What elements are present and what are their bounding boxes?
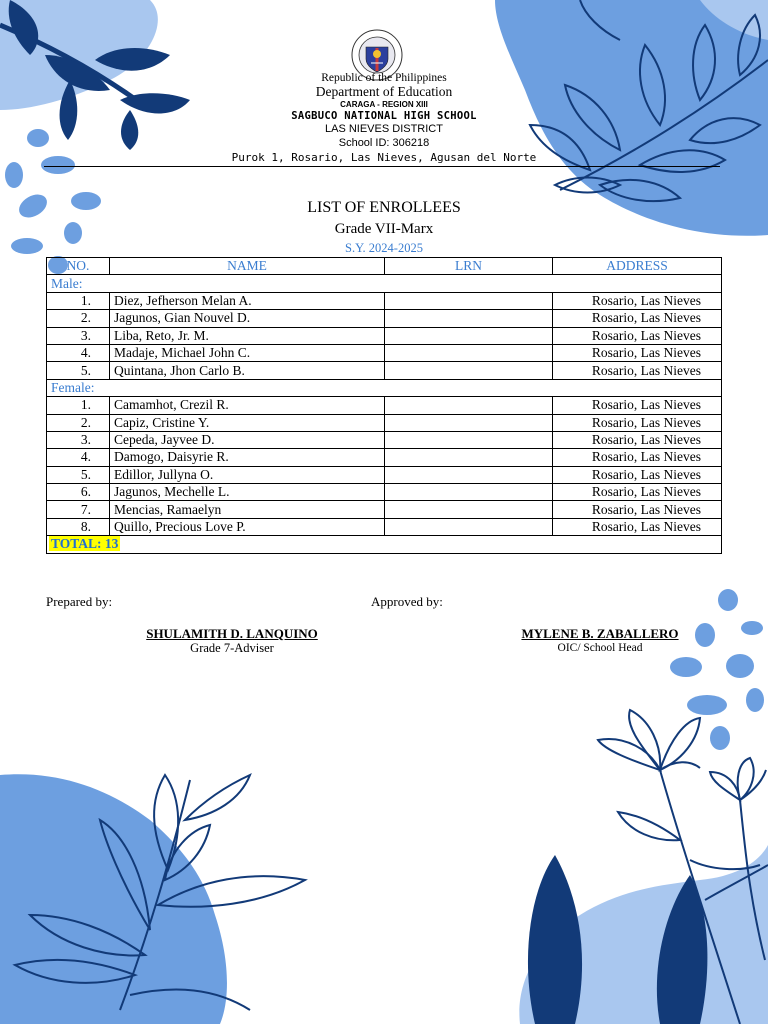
student-lrn [385,501,553,518]
table-row [47,344,722,361]
row-number: 3. [47,327,110,344]
student-lrn [385,518,553,535]
row-number: 1. [47,292,110,309]
bottom-left-leaf-decoration [0,774,305,1024]
student-address: Rosario, Las Nieves [553,310,722,327]
table-row [47,466,722,483]
student-lrn [385,449,553,466]
student-address: Rosario, Las Nieves [553,501,722,518]
student-address: Rosario, Las Nieves [553,449,722,466]
table-row [47,327,722,344]
student-lrn [385,397,553,414]
school-id: School ID: 306218 [338,137,430,149]
student-address: Rosario, Las Nieves [553,484,722,501]
row-number: 2. [47,414,110,431]
column-header-lrn: LRN [385,258,553,275]
approved-by-label: Approved by: [371,594,443,609]
bottom-right-flower-decoration [519,710,768,1024]
row-number: 2. [47,310,110,327]
table-row [47,362,722,379]
student-lrn [385,344,553,361]
school-name: SAGBUCO NATIONAL HIGH SCHOOL [291,110,477,122]
district-label: LAS NIEVES DISTRICT [325,123,443,135]
student-lrn [385,292,553,309]
student-address: Rosario, Las Nieves [553,344,722,361]
grade-section: Grade VII-Marx [334,221,434,237]
approved-by-title: OIC/ School Head [557,642,643,654]
table-row [47,518,722,535]
prepared-by-name: SHULAMITH D. LANQUINO [146,626,318,641]
row-number: 4. [47,344,110,361]
row-number: 3. [47,431,110,448]
male-label: Male: [47,275,722,292]
row-number: 4. [47,449,110,466]
student-address: Rosario, Las Nieves [553,414,722,431]
student-name: Mencias, Ramaelyn [110,501,385,518]
prepared-by-label: Prepared by: [46,594,113,609]
table-row [47,310,722,327]
document-title: LIST OF ENROLLEES [307,199,461,216]
student-address: Rosario, Las Nieves [553,397,722,414]
student-lrn [385,414,553,431]
student-name: Quintana, Jhon Carlo B. [110,362,385,379]
column-header-address: ADDRESS [553,258,722,275]
table-row [47,501,722,518]
row-number: 7. [47,501,110,518]
student-address: Rosario, Las Nieves [553,327,722,344]
row-number: 6. [47,484,110,501]
prepared-by-title: Grade 7-Adviser [190,641,274,655]
student-lrn [385,484,553,501]
male-group-row [47,275,722,292]
student-name: Madaje, Michael John C. [110,344,385,361]
female-group-row [47,379,722,396]
column-header-name: NAME [110,258,385,275]
student-name: Capiz, Cristine Y. [110,414,385,431]
approved-by-name: MYLENE B. ZABALLERO [521,626,679,641]
student-address: Rosario, Las Nieves [553,431,722,448]
student-lrn [385,431,553,448]
table-row [47,414,722,431]
student-name: Camamhot, Crezil R. [110,397,385,414]
female-label: Female: [47,379,722,396]
table-row [47,484,722,501]
student-name: Liba, Reto, Jr. M. [110,327,385,344]
row-number: 8. [47,518,110,535]
student-name: Damogo, Daisyrie R. [110,449,385,466]
department-label: Department of Education [315,84,453,99]
student-address: Rosario, Las Nieves [553,362,722,379]
student-name: Cepeda, Jayvee D. [110,431,385,448]
student-lrn [385,310,553,327]
republic-label: Republic of the Philippines [321,72,447,84]
student-name: Jagunos, Gian Nouvel D. [110,310,385,327]
header-divider [44,166,720,167]
student-name: Quillo, Precious Love P. [110,518,385,535]
table-row [47,292,722,309]
student-name: Edillor, Jullyna O. [110,466,385,483]
region-label: CARAGA - REGION XIII [340,100,428,109]
student-address: Rosario, Las Nieves [553,292,722,309]
school-address: Purok 1, Rosario, Las Nieves, Agusan del Norte [231,151,537,164]
student-lrn [385,466,553,483]
student-lrn [385,327,553,344]
column-header-no: NO. [47,258,110,275]
total-count: TOTAL: 13 [51,536,119,552]
student-address: Rosario, Las Nieves [553,466,722,483]
table-row [47,397,722,414]
table-row [47,431,722,448]
table-row [47,449,722,466]
row-number: 1. [47,397,110,414]
student-name: Diez, Jefherson Melan A. [110,292,385,309]
total-row [47,536,722,553]
school-year: S.Y. 2024-2025 [345,241,423,255]
student-address: Rosario, Las Nieves [553,518,722,535]
student-lrn [385,362,553,379]
row-number: 5. [47,362,110,379]
enrollees-table [46,257,722,554]
table-header-row [47,258,722,275]
row-number: 5. [47,466,110,483]
student-name: Jagunos, Mechelle L. [110,484,385,501]
